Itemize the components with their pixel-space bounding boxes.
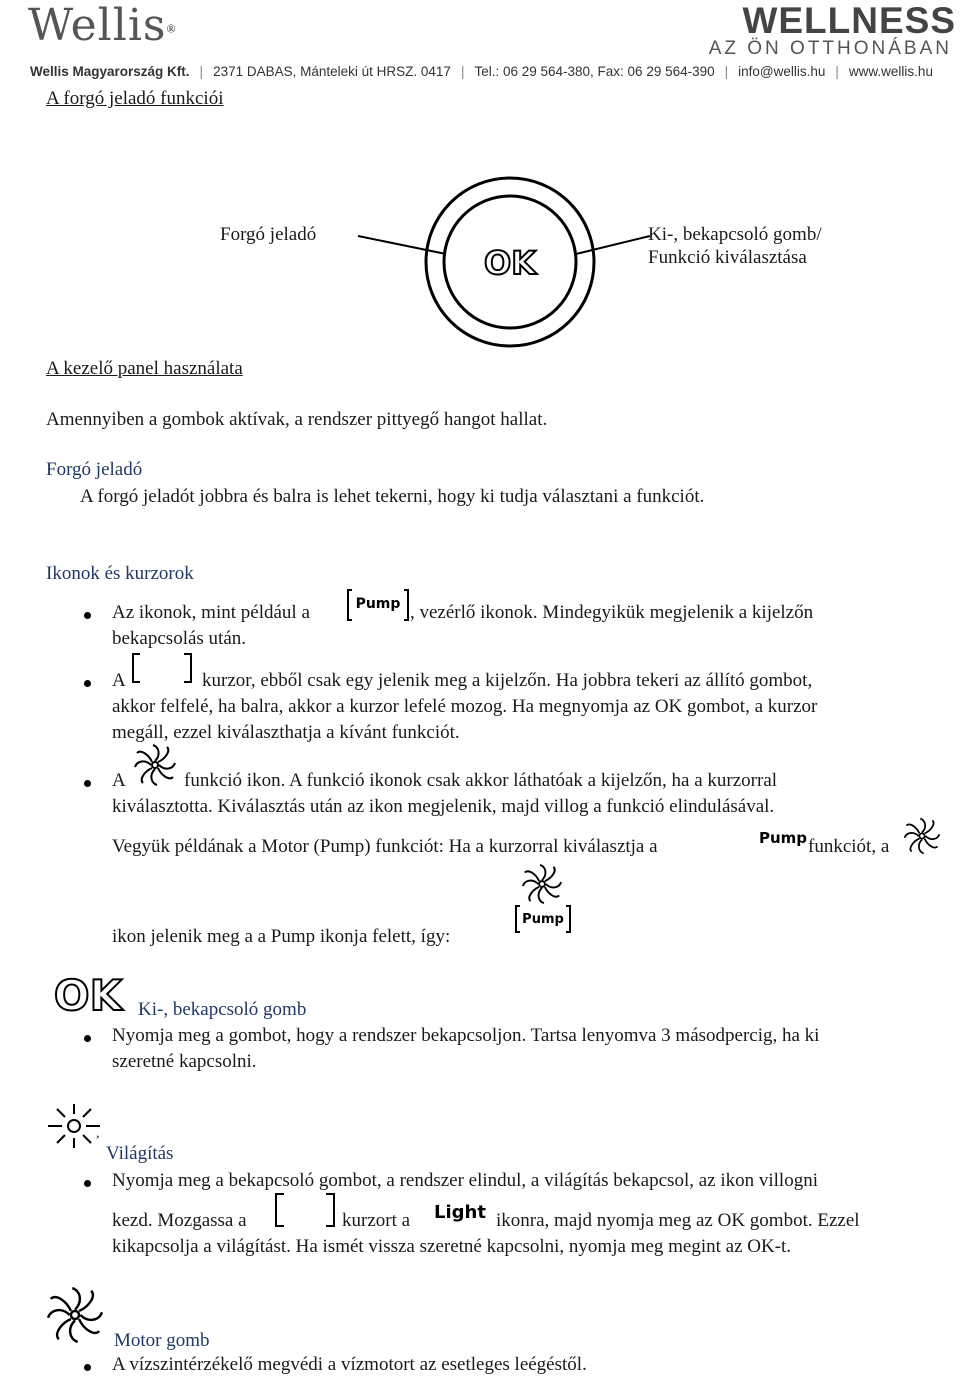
icons-b2-text-d: megáll, ezzel kiválaszthatja a kívánt funkciót.	[112, 722, 460, 743]
bullet	[84, 680, 91, 687]
icons-b2-text-a: A	[112, 670, 126, 691]
bullet	[84, 780, 91, 787]
encoder-pointer-line	[358, 236, 446, 254]
cursor-bracket-icon	[272, 1192, 338, 1230]
motor-text: A vízszintérzékelő megvédi a vízmotort az esetleges leégéstől.	[112, 1354, 587, 1375]
pump-icon	[514, 904, 572, 934]
encoder-heading: Forgó jeladó	[46, 459, 143, 480]
svg-text:Pump: Pump	[522, 912, 564, 927]
fan-icon	[44, 1284, 106, 1346]
usage-heading: A kezelő panel használata	[46, 358, 243, 379]
icons-b3-text-c: kiválasztotta. Kiválasztás után az ikon megjelenik, majd villog a funkció elindulásával.	[112, 796, 775, 817]
light-text-2c: ikonra, majd nyomja meg az OK gombot. Ezzel	[496, 1210, 860, 1231]
light-text-2b: kurzort a	[342, 1210, 411, 1231]
company-website[interactable]: www.wellis.hu	[848, 64, 933, 79]
encoder-diagram	[350, 170, 660, 360]
ok-icon	[46, 974, 132, 1016]
button-pointer-line	[576, 236, 650, 254]
icons-b2-text-b: kurzor, ebből csak egy jelenik meg a kijelzőn. Ha jobbra tekeri az állító gombot,	[202, 670, 813, 691]
ok-button-text: OK	[484, 244, 536, 282]
usage-text: Amennyiben a gombok aktívak, a rendszer pittyegő hangot hallat.	[46, 409, 548, 430]
light-heading: Világítás	[106, 1143, 174, 1164]
cursor-bracket-icon	[130, 652, 194, 688]
ok-text-2: szeretné kapcsolni.	[112, 1051, 257, 1072]
logo-wordmark: Wellis	[28, 0, 167, 51]
icons-b1-text-a: Az ikonok, mint például a	[112, 602, 310, 623]
bullet	[84, 1035, 91, 1042]
light-text-2a: kezd. Mozgassa a	[112, 1210, 247, 1231]
light-label-icon	[428, 1198, 492, 1224]
company-email[interactable]: info@wellis.hu	[738, 64, 826, 79]
icons-b1-text-b: , vezérlő ikonok. Mindegyikük megjelenik a kijelzőn	[410, 602, 814, 623]
registered-mark: ®	[166, 21, 176, 36]
pump-icon	[346, 588, 410, 622]
fan-icon	[902, 816, 942, 856]
company-phone: Tel.: 06 29 564-380, Fax: 06 29 564-390	[474, 64, 715, 79]
pump-label-icon	[758, 826, 808, 848]
icons-heading: Ikonok és kurzorok	[46, 563, 194, 584]
button-label-line2: Funkció kiválasztása	[648, 247, 807, 268]
wellness-logo: WELLNESS	[742, 0, 956, 41]
wellis-logo	[28, 0, 198, 62]
contact-bar: Wellis Magyarország Kft. | 2371 DABAS, Mánteleki út HRSZ. 0417 | Tel.: 06 29 564-380, Fax: 06 29 564-390 | info@wellis.hu | www.wellis.hu	[30, 64, 933, 79]
example-text-a: Vegyük példának a Motor (Pump) funkciót: Ha a kurzorral kiválasztja a	[112, 836, 658, 857]
light-text-3: kikapcsolja a világítást. Ha ismét vissza szeretné kapcsolni, nyomja meg megint az OK-t.	[112, 1236, 792, 1257]
svg-text:OK: OK	[53, 974, 123, 1016]
bullet	[84, 1180, 91, 1187]
example-text-c: ikon jelenik meg a a Pump ikonja felett, így:	[112, 926, 451, 947]
bullet	[84, 612, 91, 619]
svg-text:Light: Light	[434, 1202, 486, 1223]
example-text-b: funkciót, a	[808, 836, 890, 857]
wellness-tagline: AZ ÖN OTTHONÁBAN	[708, 38, 952, 59]
motor-heading: Motor gomb	[114, 1330, 210, 1351]
icons-b3-text-b: funkció ikon. A funkció ikonok csak akkor láthatóak a kijelzőn, ha a kurzorral	[184, 770, 778, 791]
light-icon	[44, 1102, 104, 1150]
company-name: Wellis Magyarország Kft.	[30, 64, 190, 79]
fan-icon	[520, 862, 564, 906]
company-address: 2371 DABAS, Mánteleki út HRSZ. 0417	[213, 64, 451, 79]
encoder-text: A forgó jeladót jobbra és balra is lehet tekerni, hogy ki tudja választani a funkciót.	[80, 486, 705, 507]
ok-text-1: Nyomja meg a gombot, hogy a rendszer bekapcsoljon. Tartsa lenyomva 3 másodpercig, ha ki	[112, 1025, 820, 1046]
icons-b1-text-c: bekapcsolás után.	[112, 628, 247, 649]
icons-b3-text-a: A	[112, 770, 126, 791]
fan-icon	[132, 742, 178, 788]
bullet	[84, 1364, 91, 1371]
button-label-line1: Ki-, bekapcsoló gomb/	[648, 224, 822, 245]
page-title: A forgó jeladó funkciói	[46, 88, 224, 109]
svg-text:Pump: Pump	[355, 596, 401, 612]
ok-heading: Ki-, bekapcsoló gomb	[138, 999, 307, 1020]
encoder-label: Forgó jeladó	[220, 224, 317, 245]
light-text-1: Nyomja meg a bekapcsoló gombot, a rendszer elindul, a világítás bekapcsol, az ikon villogni	[112, 1170, 818, 1191]
icons-b2-text-c: akkor felfelé, ha balra, akkor a kurzor lefelé mozog. Ha megnyomja az OK gombot, a kurzor	[112, 696, 818, 717]
light-icon-comma: ,	[96, 1126, 100, 1141]
svg-text:Pump: Pump	[758, 829, 808, 847]
